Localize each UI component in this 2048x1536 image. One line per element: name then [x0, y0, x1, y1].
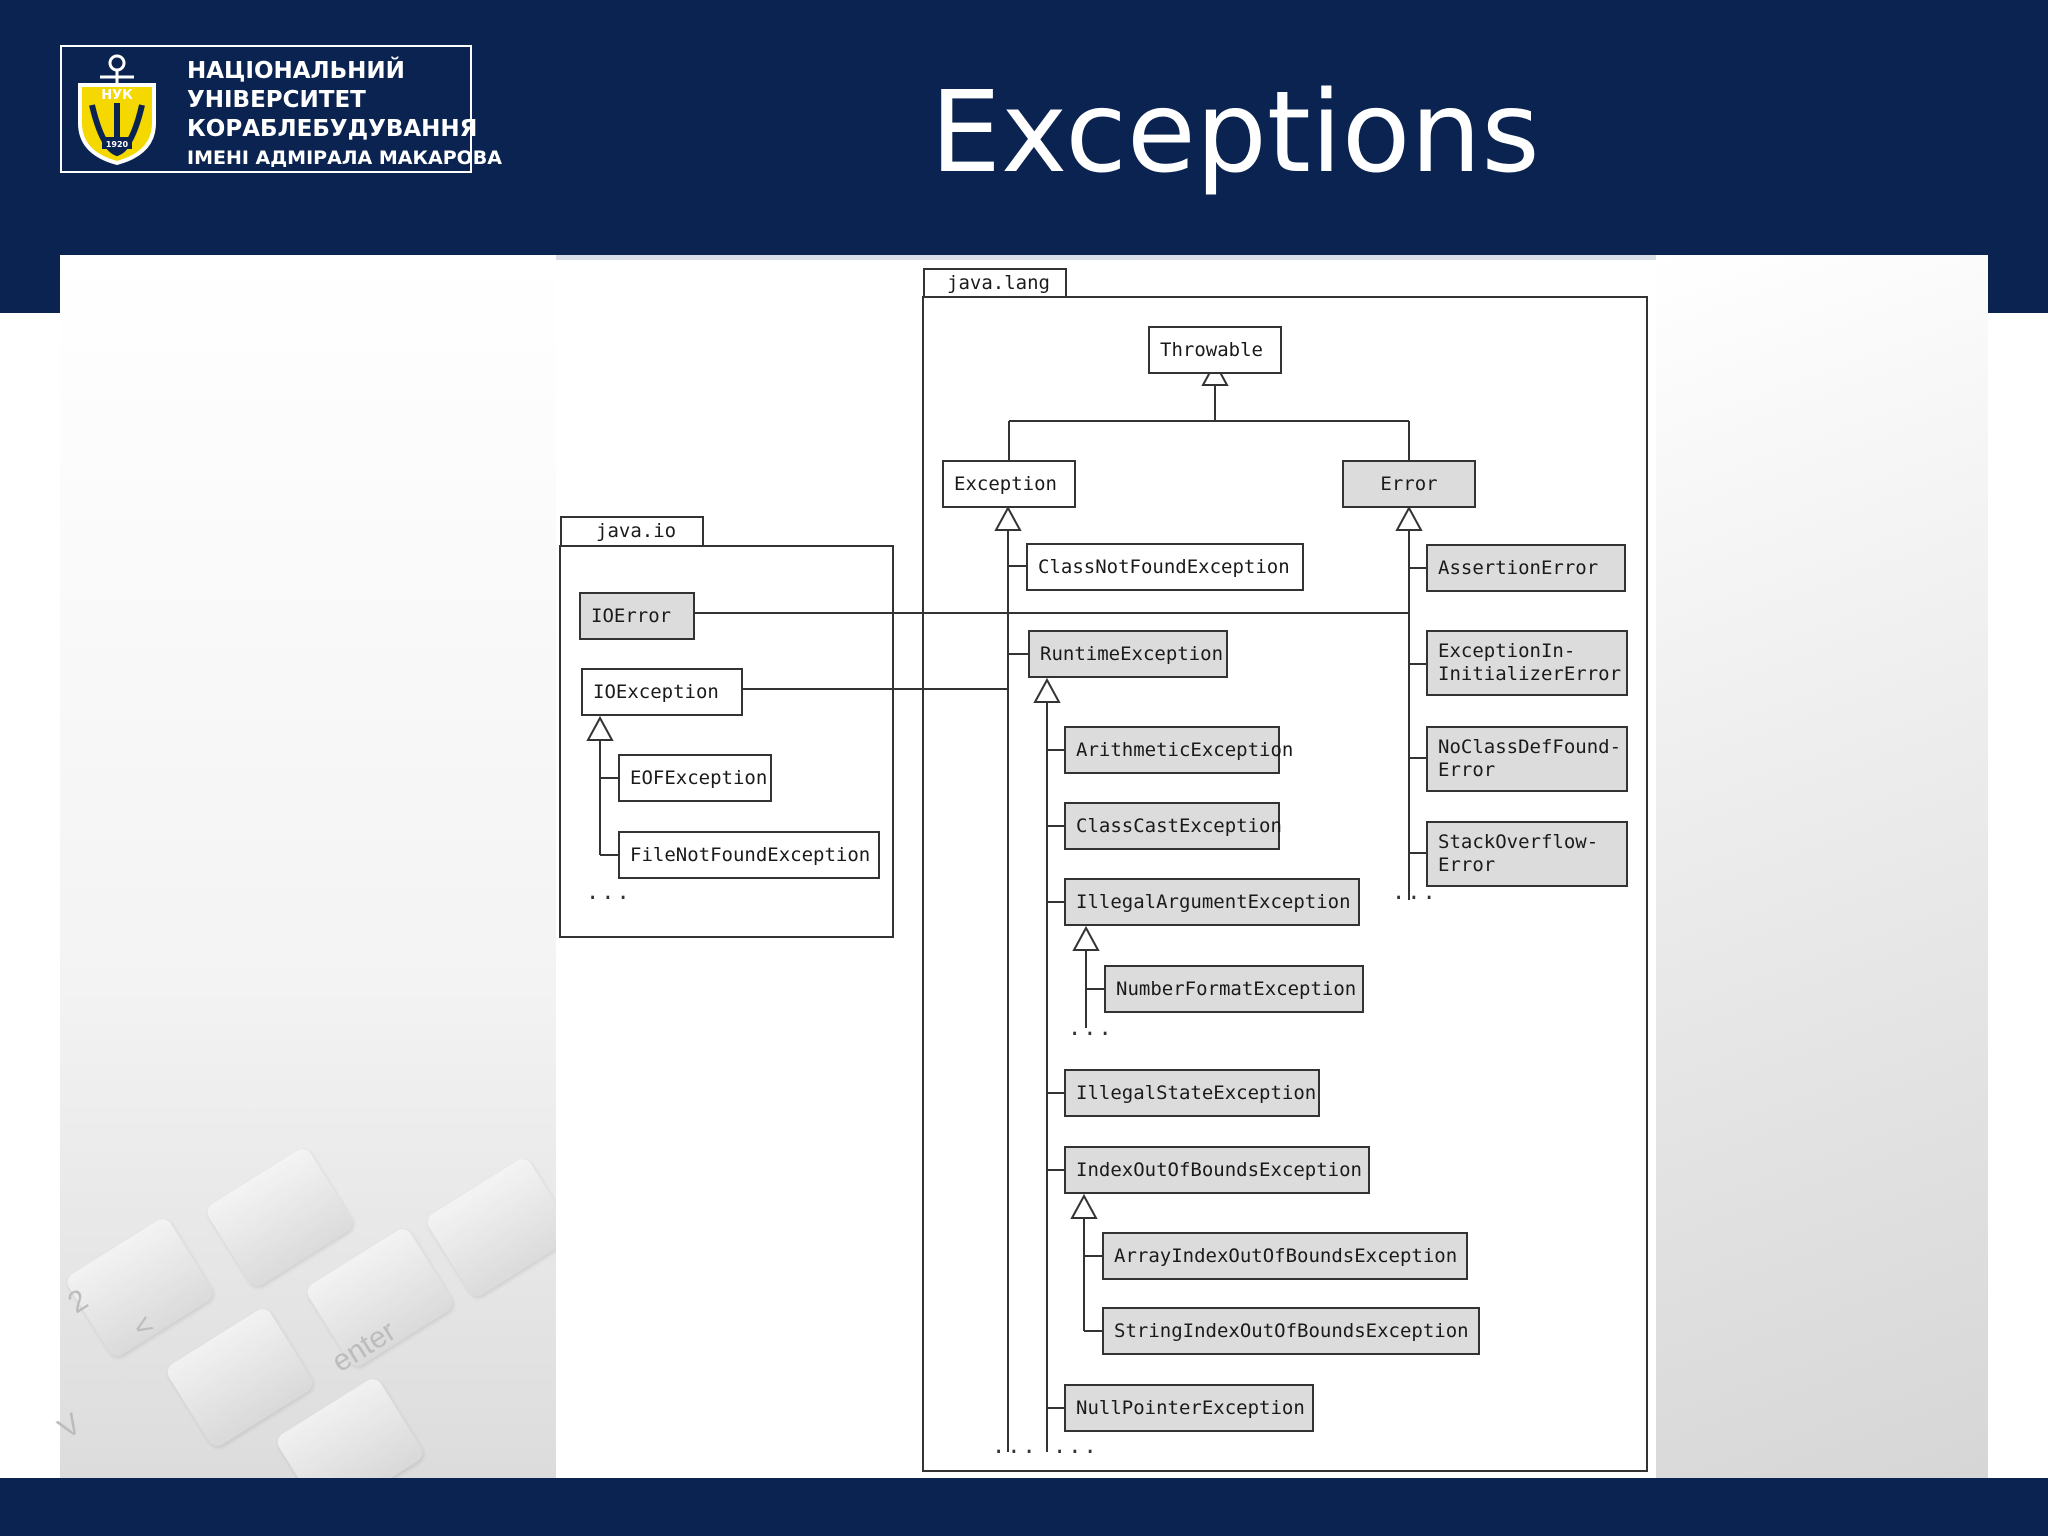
class-index-out-of-bounds-exception: IndexOutOfBoundsException	[1064, 1146, 1370, 1194]
emblem-text: НУК	[101, 88, 133, 103]
class-arithmetic-exception: ArithmeticException	[1064, 726, 1280, 774]
university-name	[187, 57, 502, 173]
university-logo	[60, 45, 502, 173]
university-name-line-2: УНІВЕРСИТЕТ	[187, 87, 366, 113]
keyboard-decoration	[52, 1180, 556, 1478]
ellipsis-exception-runtime: ... ...	[992, 1434, 1099, 1459]
class-class-cast-exception: ClassCastException	[1064, 802, 1280, 850]
key-label-v: V	[52, 1407, 87, 1446]
class-exception-in-initializer-error: ExceptionIn- InitializerError	[1426, 630, 1628, 696]
ellipsis-error: ...	[1392, 880, 1438, 905]
class-illegal-argument-exception: IllegalArgumentException	[1064, 878, 1360, 926]
key-label-less-than: <	[127, 1307, 160, 1346]
footer-bar	[0, 1478, 2048, 1536]
right-background-panel	[1656, 255, 1988, 1478]
class-error: Error	[1342, 460, 1476, 508]
university-emblem-icon	[72, 53, 162, 165]
key-label-enter: enter	[326, 1314, 402, 1379]
class-throwable: Throwable	[1148, 326, 1282, 374]
package-label-java-io: java.io	[560, 516, 704, 547]
ellipsis-io-exception: ...	[586, 880, 632, 905]
class-eof-exception: EOFException	[618, 754, 772, 802]
class-io-exception: IOException	[581, 668, 743, 716]
class-stack-overflow-error: StackOverflow- Error	[1426, 821, 1628, 887]
class-io-error: IOError	[579, 592, 695, 640]
class-no-class-def-found-error: NoClassDefFound- Error	[1426, 726, 1628, 792]
exception-hierarchy-diagram	[556, 260, 1656, 1478]
right-edge-band	[1988, 255, 2048, 313]
class-null-pointer-exception: NullPointerException	[1064, 1384, 1314, 1432]
package-label-java-lang: java.lang	[923, 268, 1067, 298]
left-edge-band	[0, 255, 60, 313]
emblem-year: 1920	[105, 140, 129, 149]
class-string-index-out-of-bounds-exception: StringIndexOutOfBoundsException	[1102, 1307, 1480, 1355]
class-array-index-out-of-bounds-exception: ArrayIndexOutOfBoundsException	[1102, 1232, 1468, 1280]
slide-title: Exceptions	[930, 68, 1540, 198]
class-exception: Exception	[942, 460, 1076, 508]
class-file-not-found-exception: FileNotFoundException	[618, 831, 880, 879]
university-name-line-1: НАЦІОНАЛЬНИЙ	[187, 58, 405, 84]
ellipsis-illegal-argument: ...	[1068, 1016, 1114, 1041]
key-label-2: 2	[62, 1283, 94, 1320]
class-number-format-exception: NumberFormatException	[1104, 965, 1364, 1013]
class-class-not-found-exception: ClassNotFoundException	[1026, 543, 1304, 591]
university-name-line-3: КОРАБЛЕБУДУВАННЯ	[187, 116, 478, 142]
class-illegal-state-exception: IllegalStateException	[1064, 1069, 1320, 1117]
class-assertion-error: AssertionError	[1426, 544, 1626, 592]
university-name-line-4: ІМЕНІ АДМІРАЛА МАКАРОВА	[187, 147, 502, 169]
class-runtime-exception: RuntimeException	[1028, 630, 1228, 678]
